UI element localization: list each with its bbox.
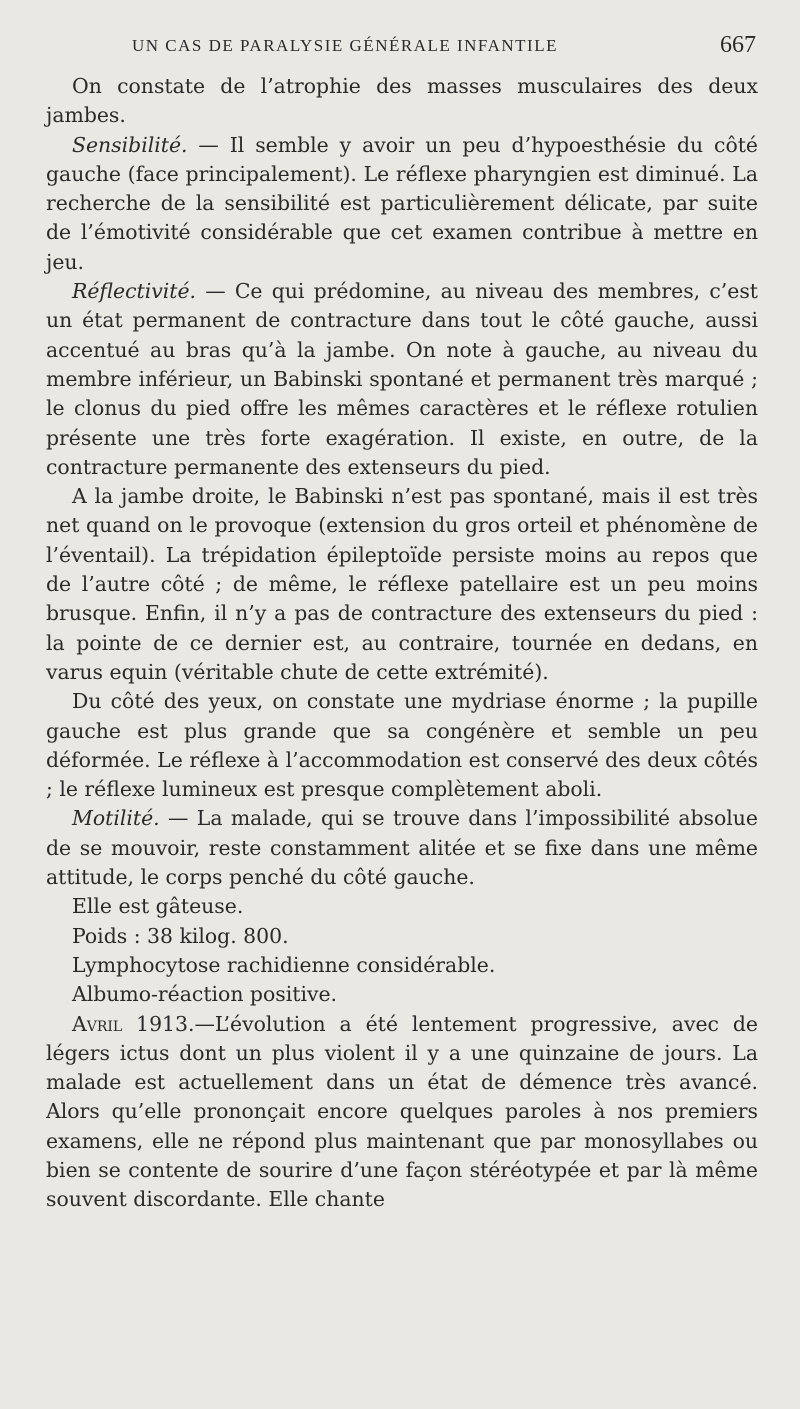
paragraph-text: — Il semble y avoir un peu d’hypoesthésie du côté gauche (face principalement). Le réflexe pharyngien est diminué. La recherche de la sensibilité est particulièrement délicate, par suite de l’émotivité considérable que cet examen contribue à mettre en jeu.	[46, 132, 758, 274]
paragraph-avril-1913	[46, 1010, 758, 1215]
line-albumo-reaction: Albumo-réaction positive.	[72, 982, 338, 1007]
section-lead-avril: Avril 1913.	[72, 1011, 195, 1036]
paragraph-text: — La malade, qui se trouve dans l’impossibilité absolue de se mouvoir, reste constamment alitée et se fixe dans une même attitude, le corps penché du côté gauche.	[46, 806, 758, 890]
section-lead-reflectivite: Réflectivité.	[72, 279, 197, 304]
line-lymphocytose: Lymphocytose rachidienne considérable.	[72, 952, 496, 977]
page-number: 667	[720, 32, 756, 58]
running-title: UN CAS DE PARALYSIE GÉNÉRALE INFANTILE	[132, 36, 558, 55]
section-lead-sensibilite: Sensibilité.	[72, 132, 188, 157]
paragraph-text: — Ce qui prédomine, au niveau des membres, c’est un état permanent de contracture dans tout le côté gauche, aussi accentué au bras qu’à la jambe. On note à gauche, au niveau du membre inférieur, un Babinski spontané et permanent très marqué ; le clonus du pied offre les mêmes caractères et le réflexe rotulien présente une très forte exagération. Il existe, en outre, de la contracture permanente des extenseurs du pied.	[46, 279, 758, 479]
paragraph-sensibilite	[46, 131, 758, 277]
paragraph-motilite	[46, 804, 758, 892]
paragraph-reflectivite	[46, 277, 758, 482]
paragraph-jambe-droite: A la jambe droite, le Babinski n’est pas spontané, mais il est très net quand on le provoque (extension du gros orteil et phénomène de l’éventail). La trépidation épileptoïde persiste moins au repos que de l’autre côté ; de même, le réflexe patellaire est un peu moins brusque. Enfin, il n’y a pas de contracture des extenseurs du pied : la pointe de ce dernier est, au contraire, tournée en dedans, en varus equin (véritable chute de cette extrémité).	[46, 484, 758, 684]
line-gateuse: Elle est gâteuse.	[72, 894, 244, 919]
paragraph-atrophie: On constate de l’atrophie des masses musculaires des deux jambes.	[46, 74, 758, 128]
body-text	[46, 72, 758, 1215]
paragraph-yeux: Du côté des yeux, on constate une mydriase énorme ; la pupille gauche est plus grande que sa congénère et semble un peu déformée. Le réflexe à l’accommodation est conservé des deux côtés ; le réflexe lumineux est presque complètement aboli.	[46, 689, 758, 802]
section-lead-motilite: Motilité.	[72, 806, 160, 831]
page-header	[42, 34, 756, 66]
paragraph-text: —L’évolution a été lentement progressive, avec de légers ictus dont un plus violent il y a une quinzaine de jours. La malade est actuellement dans un état de démence très avancé. Alors qu’elle prononçait encore quelques paroles à nos premiers examens, elle ne répond plus maintenant que par monosyllabes ou bien se contente de sourire d’une façon stéréotypée et par là même souvent discordante. Elle chante	[46, 1011, 758, 1212]
line-poids: Poids : 38 kilog. 800.	[72, 923, 289, 948]
